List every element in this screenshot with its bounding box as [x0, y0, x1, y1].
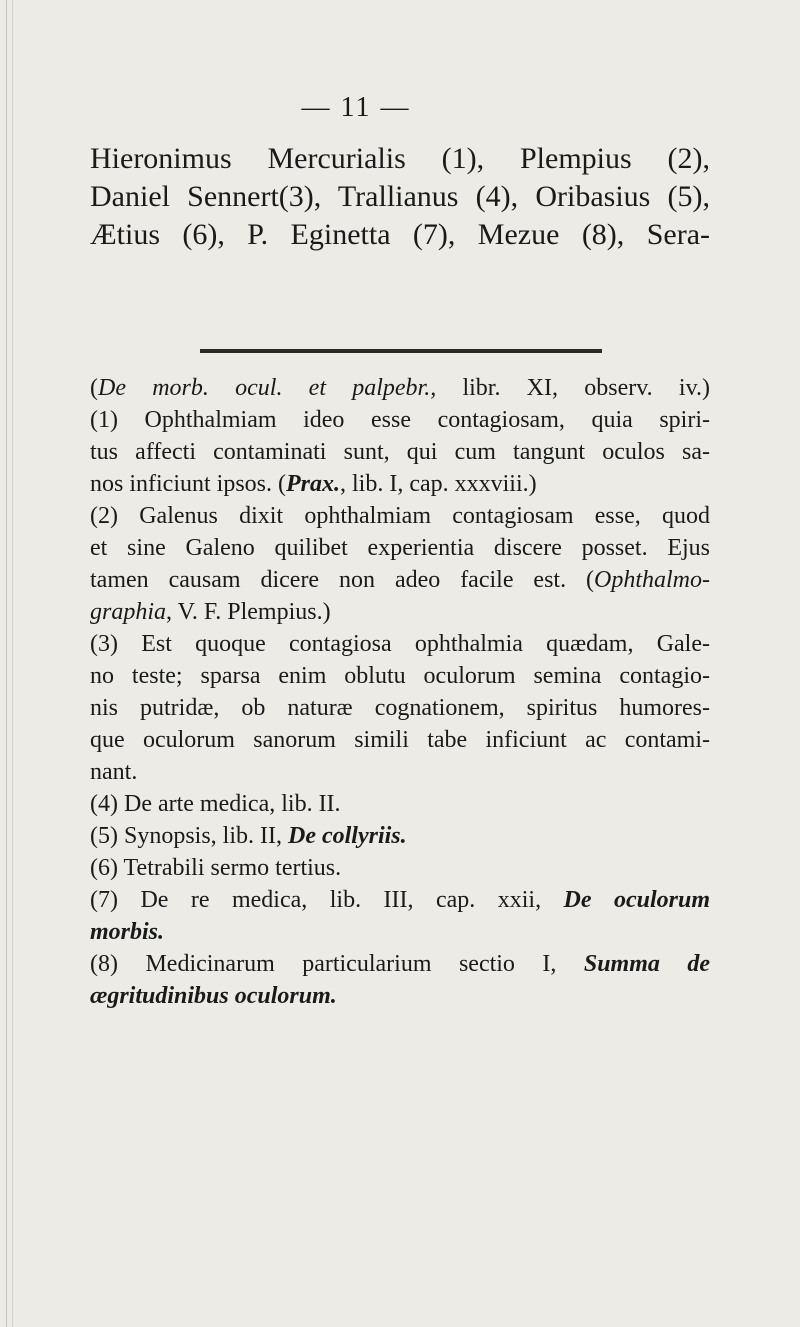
- footnote-1-line: tus affecti contaminati sunt, qui cum tangunt oculos sa-: [90, 439, 710, 465]
- footnote-2-line: et sine Galeno quilibet experientia discere posset. Ejus: [90, 535, 710, 561]
- main-text-line: Hieronimus Mercurialis (1), Plempius (2),: [90, 142, 710, 175]
- footnote-3-line: (3) Est quoque contagiosa ophthalmia quædam, Gale-: [90, 631, 710, 657]
- footnote-4: (4) De arte medica, lib. II.: [90, 791, 341, 817]
- footnote-3-line: nis putridæ, ob naturæ cognationem, spiritus humores-: [90, 695, 710, 721]
- footnote-8-line: ægritudinibus oculorum.: [90, 983, 337, 1009]
- page-number: — 11 —: [301, 92, 411, 123]
- footnote-2-line: (2) Galenus dixit ophthalmiam contagiosam esse, quod: [90, 503, 710, 529]
- footnote-3-line: que oculorum sanorum simili tabe inficiunt ac contami-: [90, 727, 710, 753]
- footnote-7-line: (7) De re medica, lib. III, cap. xxii, De oculorum: [90, 887, 710, 913]
- footnote-1-line: (1) Ophthalmiam ideo esse contagiosam, quia spiri-: [90, 407, 710, 433]
- main-text-line: Daniel Sennert(3), Trallianus (4), Oribasius (5),: [90, 180, 710, 213]
- footnote-continuation: (De morb. ocul. et palpebr., libr. XI, observ. iv.): [90, 375, 710, 401]
- page-edge-line: [12, 0, 13, 1327]
- footnote-3-line: nant.: [90, 759, 138, 785]
- footnote-2-line: tamen causam dicere non adeo facile est. (Ophthalmo-: [90, 567, 710, 593]
- page-edge-line: [6, 0, 7, 1327]
- footnote-7-line: morbis.: [90, 919, 165, 945]
- footnote-rule: [200, 349, 602, 353]
- footnotes: [90, 372, 710, 1012]
- footnote-1-line: nos inficiunt ipsos. (Prax., lib. I, cap. xxxviii.): [90, 471, 537, 497]
- footnote-6: (6) Tetrabili sermo tertius.: [90, 855, 342, 881]
- footnote-8-line: (8) Medicinarum particularium sectio I, Summa de: [90, 951, 711, 977]
- footnote-3-line: no teste; sparsa enim oblutu oculorum semina contagio-: [90, 663, 710, 689]
- footnote-2-line: graphia, V. F. Plempius.): [90, 599, 331, 625]
- main-text-line: Ætius (6), P. Eginetta (7), Mezue (8), Sera-: [90, 218, 710, 251]
- main-text: [90, 140, 710, 254]
- footnote-5: (5) Synopsis, lib. II, De collyriis.: [90, 823, 407, 849]
